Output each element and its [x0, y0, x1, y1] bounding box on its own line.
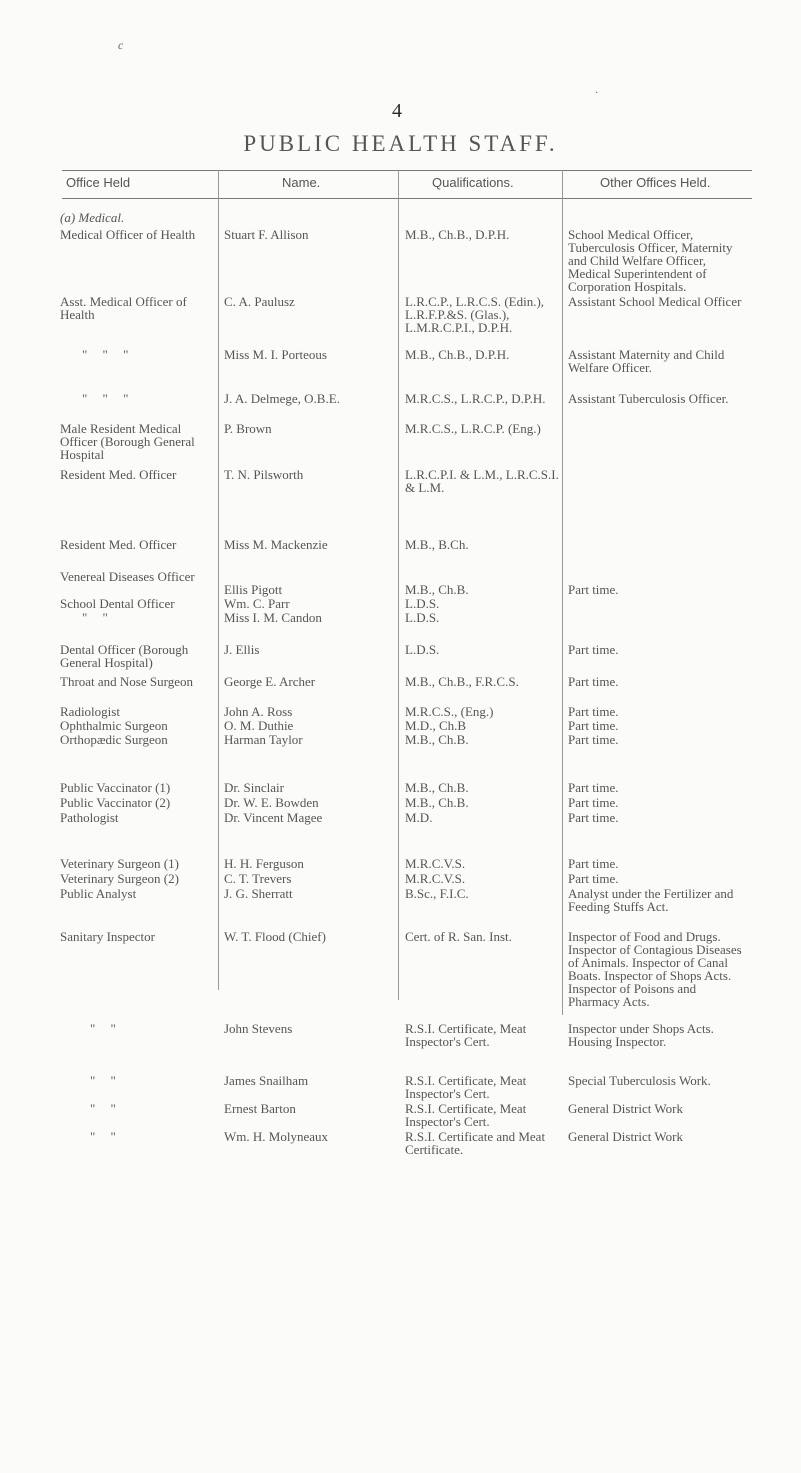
name-cell: Dr. W. E. Bowden — [224, 795, 319, 810]
name-cell: C. A. Paulusz — [224, 294, 295, 309]
qualifications-cell: M.B., Ch.B., F.R.C.S. — [405, 674, 519, 689]
office-cell: Ophthalmic Surgeon — [60, 718, 168, 733]
other-offices-cell: Part time. — [568, 856, 619, 871]
name-cell: John A. Ross — [224, 704, 293, 719]
page-number: 4 — [392, 100, 402, 122]
name-cell: Dr. Vincent Magee — [224, 810, 323, 825]
qualifications-cell: M.B., Ch.B. — [405, 795, 469, 810]
name-cell: Ellis Pigott — [224, 582, 283, 597]
office-cell: Venereal Diseases Officer — [60, 569, 195, 584]
name-cell: Wm. H. Molyneaux — [224, 1129, 328, 1144]
column-rule-1 — [218, 170, 219, 990]
page-title: PUBLIC HEALTH STAFF. — [243, 131, 558, 156]
other-offices-cell: Assistant Tuberculosis Officer. — [568, 391, 729, 406]
qualifications-cell: Cert. of R. San. Inst. — [405, 929, 512, 944]
qualifications-cell: M.B., Ch.B. — [405, 732, 469, 747]
ditto-mark: " " — [90, 1129, 122, 1144]
name-cell: T. N. Pilsworth — [224, 467, 304, 482]
office-cell: Veterinary Surgeon (1) — [60, 856, 179, 871]
qualifications-cell: M.B., B.Ch. — [405, 537, 469, 552]
office-cell: Public Vaccinator (2) — [60, 795, 171, 810]
other-offices-cell: Inspector of Food and Drugs. Inspector of Contagious Diseases of Animals. Inspector of Canal Boats. Inspector of Shops Acts. Inspector of Poisons and Pharmacy Acts. — [568, 929, 742, 1009]
qualifications-cell: M.R.C.V.S. — [405, 871, 466, 886]
header-other-offices: Other Offices Held. — [600, 175, 711, 190]
name-cell: P. Brown — [224, 421, 272, 436]
office-cell: Dental Officer (Borough General Hospital) — [60, 642, 189, 670]
office-cell: Public Analyst — [60, 886, 137, 901]
name-cell: George E. Archer — [224, 674, 316, 689]
name-cell: H. H. Ferguson — [224, 856, 304, 871]
office-cell: Sanitary Inspector — [60, 929, 155, 944]
other-offices-cell: Part time. — [568, 780, 619, 795]
qualifications-cell: M.R.C.S., L.R.C.P. (Eng.) — [405, 421, 541, 436]
qualifications-cell: M.D., Ch.B — [405, 718, 467, 733]
header-name: Name. — [282, 175, 321, 190]
name-cell: Miss M. Mackenzie — [224, 537, 328, 552]
name-cell: Wm. C. Parr — [224, 596, 290, 611]
qualifications-cell: M.R.C.V.S. — [405, 856, 466, 871]
office-cell: School Dental Officer — [60, 596, 175, 611]
qualifications-cell: B.Sc., F.I.C. — [405, 886, 469, 901]
office-cell: Veterinary Surgeon (2) — [60, 871, 179, 886]
qualifications-cell: R.S.I. Certificate and Meat Certificate. — [405, 1129, 546, 1157]
office-cell: Pathologist — [60, 810, 119, 825]
office-cell: Asst. Medical Officer of Health — [60, 294, 187, 322]
office-cell: Resident Med. Officer — [60, 467, 177, 482]
name-cell: J. Ellis — [224, 642, 260, 657]
qualifications-cell: M.B., Ch.B. — [405, 780, 469, 795]
header-bottom-rule — [62, 198, 752, 199]
other-offices-cell: Part time. — [568, 642, 619, 657]
ditto-mark: " " — [90, 1073, 122, 1088]
qualifications-cell: M.B., Ch.B., D.P.H. — [405, 347, 510, 362]
name-cell: Stuart F. Allison — [224, 227, 309, 242]
qualifications-cell: M.B., Ch.B., D.P.H. — [405, 227, 510, 242]
name-cell: O. M. Duthie — [224, 718, 294, 733]
name-cell: W. T. Flood (Chief) — [224, 929, 326, 944]
qualifications-cell: R.S.I. Certificate, Meat Inspector's Cert. — [405, 1101, 527, 1129]
other-offices-cell: School Medical Officer, Tuberculosis Officer, Maternity and Child Welfare Officer, Medical Superintendent of Corporation Hospitals. — [568, 227, 733, 294]
office-cell: Throat and Nose Surgeon — [60, 674, 193, 689]
name-cell: J. G. Sherratt — [224, 886, 293, 901]
office-cell: Public Vaccinator (1) — [60, 780, 171, 795]
name-cell: Miss I. M. Candon — [224, 610, 322, 625]
other-offices-cell: Part time. — [568, 871, 619, 886]
qualifications-cell: M.B., Ch.B. — [405, 582, 469, 597]
qualifications-cell: L.R.C.P.I. & L.M., L.R.C.S.I. & L.M. — [405, 467, 559, 495]
name-cell: John Stevens — [224, 1021, 293, 1036]
qualifications-cell: M.D. — [405, 810, 433, 825]
header-office: Office Held — [66, 175, 131, 190]
office-cell: Resident Med. Officer — [60, 537, 177, 552]
office-cell: Radiologist — [60, 704, 120, 719]
ditto-mark: " " " — [82, 347, 135, 362]
name-cell: J. A. Delmege, O.B.E. — [224, 391, 340, 406]
name-cell: Harman Taylor — [224, 732, 303, 747]
other-offices-cell: Part time. — [568, 674, 619, 689]
qualifications-cell: M.R.C.S., L.R.C.P., D.P.H. — [405, 391, 546, 406]
name-cell: Dr. Sinclair — [224, 780, 284, 795]
name-cell: James Snailham — [224, 1073, 309, 1088]
qualifications-cell: R.S.I. Certificate, Meat Inspector's Cert. — [405, 1073, 527, 1101]
other-offices-cell: Part time. — [568, 718, 619, 733]
other-offices-cell: Assistant School Medical Officer — [568, 294, 742, 309]
other-offices-cell: General District Work — [568, 1101, 683, 1116]
other-offices-cell: Special Tuberculosis Work. — [568, 1073, 711, 1088]
office-cell: Male Resident Medical Officer (Borough General Hospital — [60, 421, 195, 462]
header-top-rule — [62, 170, 752, 171]
office-cell: Orthopædic Surgeon — [60, 732, 168, 747]
header-qualifications: Qualifications. — [432, 175, 514, 190]
ditto-mark: " " — [90, 1021, 122, 1036]
other-offices-cell: Part time. — [568, 732, 619, 747]
name-cell: C. T. Trevers — [224, 871, 292, 886]
name-cell: Miss M. I. Porteous — [224, 347, 327, 362]
other-offices-cell: Part time. — [568, 795, 619, 810]
other-offices-cell: Assistant Maternity and Child Welfare Officer. — [568, 347, 725, 375]
ditto-mark: " " " — [82, 391, 135, 406]
qualifications-cell: L.D.S. — [405, 642, 440, 657]
other-offices-cell: Analyst under the Fertilizer and Feeding Stuffs Act. — [568, 886, 734, 914]
qualifications-cell: M.R.C.S., (Eng.) — [405, 704, 494, 719]
qualifications-cell: L.D.S. — [405, 610, 440, 625]
other-offices-cell: Part time. — [568, 704, 619, 719]
column-rule-3 — [562, 170, 563, 1015]
corner-mark: c — [118, 38, 124, 52]
other-offices-cell: General District Work — [568, 1129, 683, 1144]
ditto-mark: " " — [90, 1101, 122, 1116]
stray-dot: · — [595, 88, 599, 99]
other-offices-cell: Part time. — [568, 582, 619, 597]
qualifications-cell: L.R.C.P., L.R.C.S. (Edin.), L.R.F.P.&S. (Glas.), L.M.R.C.P.I., D.P.H. — [405, 294, 545, 335]
name-cell: Ernest Barton — [224, 1101, 296, 1116]
other-offices-cell: Inspector under Shops Acts. Housing Inspector. — [568, 1021, 714, 1049]
qualifications-cell: L.D.S. — [405, 596, 440, 611]
other-offices-cell: Part time. — [568, 810, 619, 825]
office-cell: Medical Officer of Health — [60, 227, 196, 242]
column-rule-2 — [398, 170, 399, 1000]
ditto-mark: " " — [82, 610, 114, 625]
qualifications-cell: R.S.I. Certificate, Meat Inspector's Cert. — [405, 1021, 527, 1049]
section-heading: (a) Medical. — [60, 210, 125, 225]
